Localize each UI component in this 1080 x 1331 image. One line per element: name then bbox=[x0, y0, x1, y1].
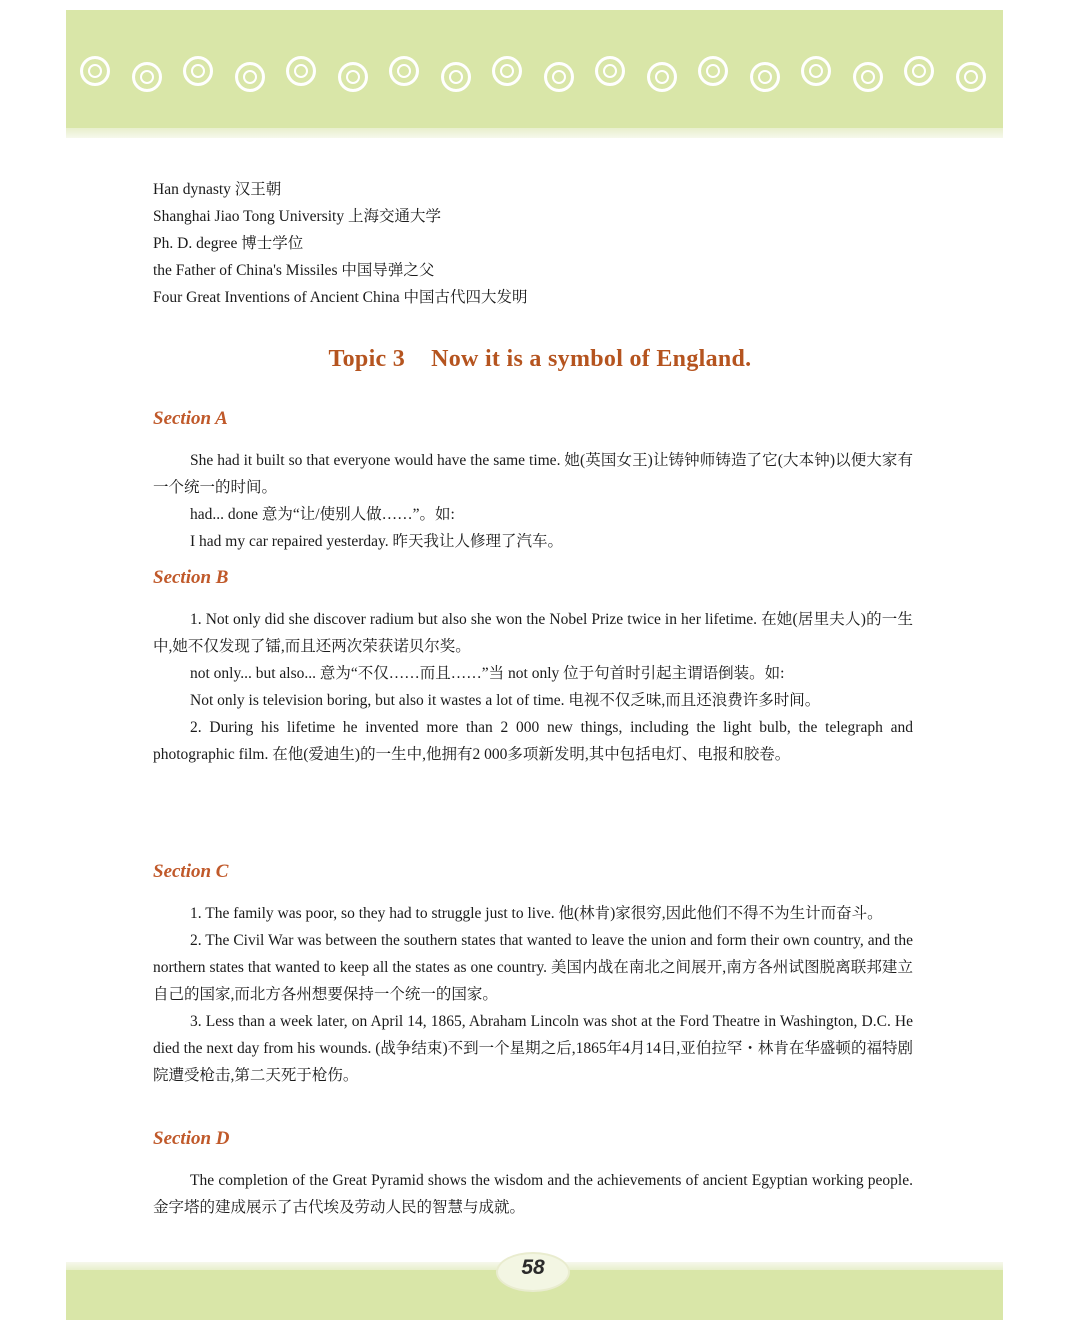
paragraph: The completion of the Great Pyramid shows the wisdom and the achievements of ancient Egyptian working people. 金字塔的建成展示了古代埃及劳动人民的智慧与成就。 bbox=[153, 1172, 913, 1216]
vocab-item: Shanghai Jiao Tong University 上海交通大学 bbox=[153, 208, 441, 225]
ring-icon bbox=[132, 62, 162, 92]
vocab-item: Four Great Inventions of Ancient China 中国古代四大发明 bbox=[153, 289, 528, 306]
ring-icon bbox=[183, 56, 213, 86]
ring-icon bbox=[956, 62, 986, 92]
ring-icon bbox=[338, 62, 368, 92]
vocab-item: the Father of China's Missiles 中国导弹之父 bbox=[153, 262, 435, 279]
page-number: 58 bbox=[521, 1256, 545, 1279]
ring-icon bbox=[235, 62, 265, 92]
paragraph: Not only is television boring, but also it wastes a lot of time. 电视不仅乏味,而且还浪费许多时间。 bbox=[190, 692, 821, 709]
section-c-body bbox=[153, 900, 913, 1089]
ring-icon bbox=[389, 56, 419, 86]
ring-icon bbox=[492, 56, 522, 86]
section-b-heading: Section B bbox=[153, 567, 229, 588]
topic-number: Topic 3 bbox=[328, 346, 406, 372]
section-b-body bbox=[153, 606, 913, 768]
section-c-heading: Section C bbox=[153, 861, 229, 882]
section-a-heading: Section A bbox=[153, 408, 228, 429]
vocabulary-list bbox=[153, 176, 528, 311]
section-d-body bbox=[153, 1167, 913, 1221]
paragraph: 1. The family was poor, so they had to struggle just to live. 他(林肯)家很穷,因此他们不得不为生计而奋斗。 bbox=[190, 905, 883, 922]
ring-icon bbox=[647, 62, 677, 92]
paragraph: I had my car repaired yesterday. 昨天我让人修理了汽车。 bbox=[190, 533, 564, 550]
paragraph: had... done 意为“让/使别人做……”。如: bbox=[190, 506, 455, 523]
topic-heading: Now it is a symbol of England. bbox=[431, 346, 752, 372]
ring-icon bbox=[595, 56, 625, 86]
paragraph: 2. During his lifetime he invented more than 2 000 new things, including the light bulb, the telegraph and photographic film. 在他(爱迪生)的一生中,他拥有2 000多项新发明,其中包括电灯、电报和胶卷。 bbox=[153, 719, 913, 763]
header-stripe bbox=[66, 128, 1003, 138]
ring-icon bbox=[544, 62, 574, 92]
ring-icon bbox=[853, 62, 883, 92]
ring-decoration-row bbox=[80, 54, 990, 94]
ring-icon bbox=[698, 56, 728, 86]
paragraph: 1. Not only did she discover radium but also she won the Nobel Prize twice in her lifetime. 在她(居里夫人)的一生中,她不仅发现了镭,而且还两次荣获诺贝尔奖。 bbox=[153, 611, 913, 655]
paragraph: 3. Less than a week later, on April 14, 1865, Abraham Lincoln was shot at the Ford Theatre in Washington, D.C. He died the next day from his wounds. (战争结束)不到一个星期之后,1865年4月14日,亚伯拉罕・林肯在华盛顿的福特剧院遭受枪击,第二天死于枪伤。 bbox=[153, 1013, 913, 1084]
ring-icon bbox=[904, 56, 934, 86]
ring-icon bbox=[750, 62, 780, 92]
section-d-heading: Section D bbox=[153, 1128, 230, 1149]
vocab-item: Ph. D. degree 博士学位 bbox=[153, 235, 304, 252]
ring-icon bbox=[286, 56, 316, 86]
paragraph: 2. The Civil War was between the southern states that wanted to leave the union and form their own country, and the northern states that wanted to keep all the states as one country. 美国内战在南北之间展开,南方各州试图脱离联邦建立自己的国家,而北方各州想要保持一个统一的国家。 bbox=[153, 932, 913, 1003]
paragraph: She had it built so that everyone would have the same time. 她(英国女王)让铸钟师铸造了它(大本钟)以便大家有一个统一的时间。 bbox=[153, 452, 913, 496]
ring-icon bbox=[441, 62, 471, 92]
section-a-body bbox=[153, 447, 913, 555]
ring-icon bbox=[801, 56, 831, 86]
vocab-item: Han dynasty 汉王朝 bbox=[153, 181, 282, 198]
paragraph: not only... but also... 意为“不仅……而且……”当 not only 位于句首时引起主谓语倒装。如: bbox=[190, 665, 785, 682]
topic-title bbox=[0, 346, 1080, 373]
ring-icon bbox=[80, 56, 110, 86]
